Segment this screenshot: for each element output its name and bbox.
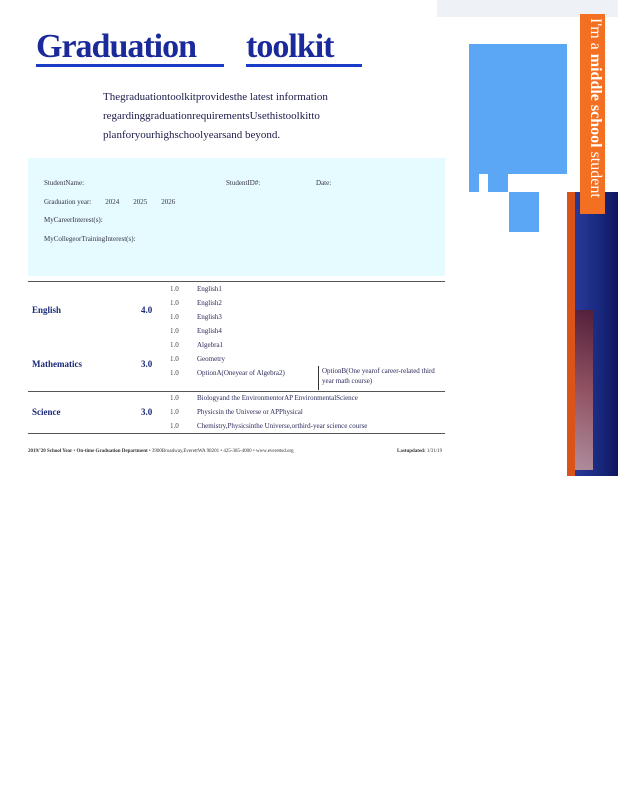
course-name: English1 [197,285,222,293]
footer-separator: • [220,449,224,454]
subject-english: English [32,305,62,315]
course-credit: 1.0 [170,327,179,335]
course-name: OptionA(Oneyear of Algebra2) [197,369,285,377]
title-word-toolkit: toolkit [246,30,361,67]
course-credit: 1.0 [170,285,179,293]
table-divider [28,391,445,392]
course-credit: 1.0 [170,422,179,430]
graduation-year-row [44,198,175,206]
last-updated-value: 1/31/19 [426,449,443,454]
side-text-bold: middle school [587,53,604,148]
course-name: English4 [197,327,222,335]
year-option[interactable]: 2026 [161,198,176,206]
course-name: Algebra1 [197,341,224,349]
subject-mathematics: Mathematics [32,359,82,369]
table-divider [28,433,445,434]
table-divider [28,281,445,282]
subject-credits: 4.0 [141,305,153,315]
footer-phone: 425-385-4000 [223,449,252,454]
student-name-row [44,179,84,187]
decorative-flame-image [575,310,593,470]
page-title [36,28,384,67]
side-text-suffix: student [587,151,604,198]
course-name: English2 [197,299,222,307]
subject-credits: 3.0 [141,407,153,417]
course-name: Biologyand the EnvironmentorAP EnvironmentalScience [197,394,358,402]
course-credit: 1.0 [170,341,179,349]
decorative-blue-block [509,192,539,232]
last-updated-label: Lastupdated: [397,449,426,454]
subject-credits: 3.0 [141,359,153,369]
course-credit: 1.0 [170,408,179,416]
student-info-box [28,158,445,276]
last-updated [397,449,442,454]
course-credit: 1.0 [170,299,179,307]
math-option-b: OptionB(One yearof career-related third year math course) [318,366,444,390]
course-credit: 1.0 [170,355,179,363]
footer-school-year: 2019/'20 School Year [28,449,73,454]
date-label: Date: [316,179,332,187]
decorative-orange-stripe [567,192,575,476]
decorative-blue-block [469,44,567,174]
course-name: Chemistry,Physicsinthe Universe,orthird-year science course [197,422,368,430]
decorative-blue-block [469,174,479,192]
decorative-blue-block [488,174,508,192]
footer-separator: • [148,449,152,454]
year-option[interactable]: 2024 [105,198,120,206]
side-banner-text [584,18,604,213]
subject-science: Science [32,407,61,417]
course-name: English3 [197,313,222,321]
student-name-label: StudentName: [44,179,85,187]
page-footer [28,449,448,454]
footer-department: On-time Graduation Department [76,449,148,454]
footer-separator: • [252,449,256,454]
side-text-prefix: I'm a [587,18,604,50]
college-interest-label: MyCollegeorTrainingInterest(s): [44,235,136,243]
graduation-year-label: Graduation year: [44,198,92,206]
course-credit: 1.0 [170,313,179,321]
course-credit: 1.0 [170,369,179,377]
title-word-graduation: Graduation [36,30,224,67]
course-name: Physicsin the Universe or APPhysical [197,408,303,416]
footer-website[interactable]: www.everettsd.org [255,449,294,454]
student-id-label: StudentID#: [226,179,261,187]
course-name: Geometry [197,355,225,363]
intro-paragraph: Thegraduationtoolkitprovidesthe latest information regardinggraduationrequirementsUsethistoolkitto planforyourhighschoolyearsand beyond. [103,91,328,141]
footer-separator: • [73,449,77,454]
career-interest-label: MyCareerInterest(s): [44,216,103,224]
year-option[interactable]: 2025 [133,198,148,206]
footer-address: 3900Broadway,EverettWA 98201 [151,449,220,454]
course-credit: 1.0 [170,394,179,402]
